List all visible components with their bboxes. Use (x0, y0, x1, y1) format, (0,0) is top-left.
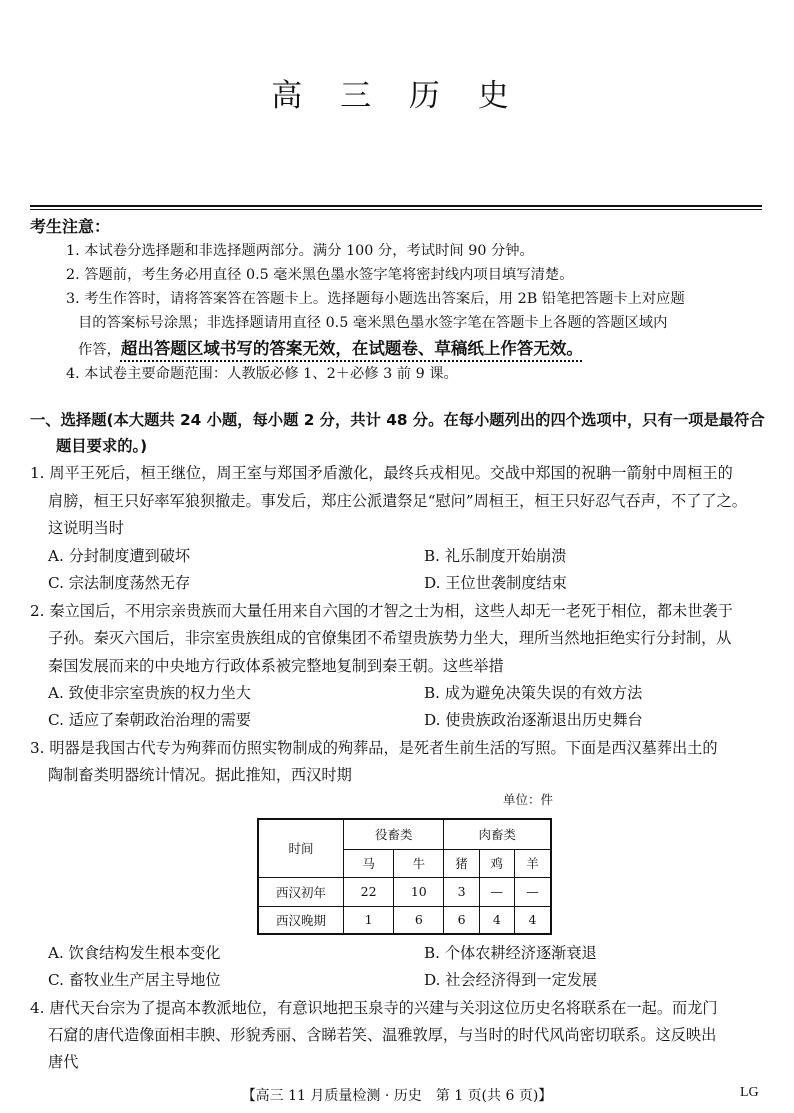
table-row-label: 西汉初年 (258, 877, 344, 906)
table-cell: 22 (344, 877, 394, 906)
table-cell: 4 (479, 906, 514, 934)
divider-thin (30, 209, 762, 210)
table-cell: 3 (444, 877, 479, 906)
question-2-line-1: 2. 秦立国后，不用宗亲贵族而大量任用来自六国的才智之士为相，这些人却无一老死于相位，都未世袭于 (30, 602, 733, 620)
question-3-line-1: 3. 明器是我国古代专为殉葬而仿照实物制成的殉葬品，是死者生前生活的写照。下面是西汉墓葬出土的 (30, 739, 718, 757)
livestock-table (257, 818, 552, 935)
table-col-header: 牛 (394, 849, 444, 877)
question-1-line-3: 这说明当时 (48, 519, 124, 537)
table-cell: — (479, 877, 514, 906)
question-2-option-a: A. 致使非宗室贵族的权力坐大 (48, 684, 251, 702)
question-1-line-1: 1. 周平王死后，桓王继位，周王室与郑国矛盾激化，最终兵戎相见。交战中郑国的祝聃一箭射中周桓王的 (30, 464, 733, 482)
table-col-header: 马 (344, 849, 394, 877)
question-1-option-d: D. 王位世袭制度结束 (424, 574, 567, 592)
table-row (258, 877, 551, 906)
section-heading-cont: 题目要求的。) (56, 437, 148, 455)
notice-heading: 考生注意： (30, 217, 111, 236)
section-heading: 一、选择题(本大题共 24 小题，每小题 2 分，共计 48 分。在每小题列出的四个选项中，只有一项是最符合 (30, 411, 765, 429)
notice-line-3-end (78, 335, 583, 359)
table-cell: 10 (394, 877, 444, 906)
question-4-line-3: 唐代 (48, 1053, 79, 1071)
question-1-option-b: B. 礼乐制度开始崩溃 (424, 547, 567, 565)
question-3-option-b: B. 个体农耕经济逐渐衰退 (424, 944, 597, 962)
notice-line-3-cont: 目的答案标号涂黑；非选择题请用直径 0.5 毫米黑色墨水签字笔在答题卡上各题的答题区域内 (78, 315, 668, 331)
table-col-header: 猪 (444, 849, 479, 877)
table-row-label: 西汉晚期 (258, 906, 344, 934)
table-col-header: 鸡 (479, 849, 514, 877)
question-4-line-1: 4. 唐代天台宗为了提高本教派地位，有意识地把玉泉寺的兴建与关羽这位历史名将联系在一起。而龙门 (30, 999, 718, 1017)
notice-line-2: 2. 答题前，考生务必用直径 0.5 毫米黑色墨水签字笔将密封线内项目填写清楚。 (66, 267, 574, 283)
question-3-option-d: D. 社会经济得到一定发展 (424, 971, 598, 989)
table-cell: 4 (514, 906, 551, 934)
question-2-option-c: C. 适应了秦朝政治治理的需要 (48, 711, 251, 729)
table-cell: 6 (444, 906, 479, 934)
notice-line-4: 4. 本试卷主要命题范围：人教版必修 1、2＋必修 3 前 9 课。 (66, 366, 458, 382)
question-3-option-a: A. 饮食结构发生根本变化 (48, 944, 221, 962)
notice-emphasis: 超出答题区域书写的答案无效，在试题卷、草稿纸上作答无效。 (120, 339, 583, 358)
question-1-option-a: A. 分封制度遭到破坏 (48, 547, 191, 565)
table-cell: — (514, 877, 551, 906)
table-unit-label: 单位：件 (503, 792, 554, 807)
notice-line-3: 3. 考生作答时，请将答案答在答题卡上。选择题每小题选出答案后，用 2B 铅笔把答题卡上对应题 (66, 291, 685, 307)
question-1-option-c: C. 宗法制度荡然无存 (48, 574, 191, 592)
table-header-group-2: 肉畜类 (444, 819, 551, 849)
notice-line-3-prefix: 作答， (78, 342, 121, 358)
table-header-group-1: 役畜类 (344, 819, 444, 849)
question-2-line-3: 秦国发展而来的中央地方行政体系被完整地复制到秦王朝。这些举措 (48, 657, 504, 675)
question-2-option-b: B. 成为避免决策失误的有效方法 (424, 684, 643, 702)
question-3-option-c: C. 畜牧业生产居主导地位 (48, 971, 221, 989)
question-4-line-2: 石窟的唐代造像面相丰腴、形貌秀丽、含睇若笑、温雅敦厚，与当时的时代风尚密切联系。这反映出 (48, 1026, 717, 1044)
table-header-time: 时间 (258, 819, 344, 877)
table-cell: 1 (344, 906, 394, 934)
page-footer: 【高三 11 月质量检测 · 历史 第 1 页(共 6 页)】 (241, 1088, 553, 1104)
table-col-header: 羊 (514, 849, 551, 877)
table-row (258, 906, 551, 934)
question-2-option-d: D. 使贵族政治逐渐退出历史舞台 (424, 711, 643, 729)
footer-code: LG (740, 1085, 759, 1100)
table-cell: 6 (394, 906, 444, 934)
page-title: 高 三 历 史 (271, 78, 523, 114)
question-2-line-2: 子孙。秦灭六国后，非宗室贵族组成的官僚集团不希望贵族势力坐大，理所当然地拒绝实行分封制，从 (48, 629, 732, 647)
question-1-line-2: 肩膀，桓王只好率军狼狈撤走。事发后，郑庄公派遣祭足“慰问”周桓王，桓王只好忍气吞声，不了了之。 (48, 492, 747, 510)
divider-thick (30, 205, 762, 207)
question-3-line-2: 陶制畜类明器统计情况。据此推知，西汉时期 (48, 766, 352, 784)
notice-line-1: 1. 本试卷分选择题和非选择题两部分。满分 100 分，考试时间 90 分钟。 (66, 243, 534, 259)
